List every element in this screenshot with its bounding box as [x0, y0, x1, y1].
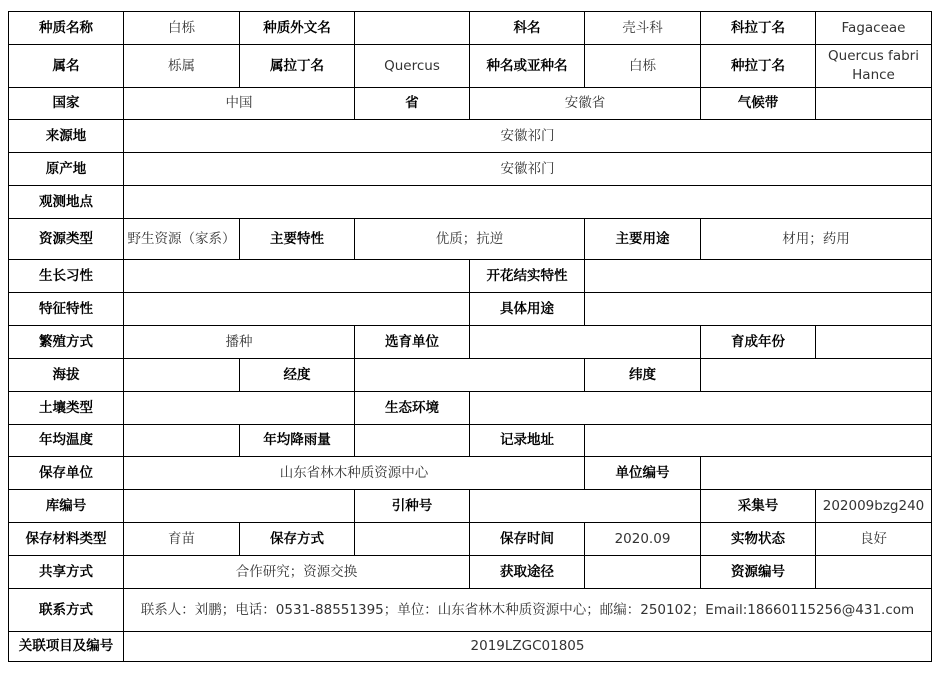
label-longitude: 经度 [240, 359, 355, 392]
label-germplasm-name: 种质名称 [9, 12, 124, 45]
label-introduction-number: 引种号 [355, 490, 470, 523]
value-flowering-fruiting [585, 260, 932, 293]
label-propagation: 繁殖方式 [9, 326, 124, 359]
label-latitude: 纬度 [585, 359, 701, 392]
table-row [9, 45, 932, 88]
value-physical-status: 良好 [816, 523, 932, 556]
label-family-name: 科名 [470, 12, 585, 45]
value-related-project: 2019LZGC01805 [124, 632, 932, 662]
label-material-type: 保存材料类型 [9, 523, 124, 556]
value-genus-name: 栎属 [124, 45, 240, 88]
value-ecological-env [470, 392, 932, 425]
value-resource-type: 野生资源（家系） [124, 219, 240, 260]
label-specific-uses: 具体用途 [470, 293, 585, 326]
label-flowering-fruiting: 开花结实特性 [470, 260, 585, 293]
value-province: 安徽省 [470, 88, 701, 120]
table-row [9, 490, 932, 523]
label-bank-number: 库编号 [9, 490, 124, 523]
label-altitude: 海拔 [9, 359, 124, 392]
table-row [9, 326, 932, 359]
table-row [9, 186, 932, 219]
value-family-name: 壳斗科 [585, 12, 701, 45]
label-annual-rainfall: 年均降雨量 [240, 425, 355, 457]
value-breeding-year [816, 326, 932, 359]
value-growth-habit [124, 260, 470, 293]
table-row [9, 120, 932, 153]
label-record-address: 记录地址 [470, 425, 585, 457]
value-main-uses: 材用；药用 [701, 219, 932, 260]
value-foreign-name [355, 12, 470, 45]
value-species-latin: Quercus fabri Hance [816, 45, 932, 88]
value-collection-number: 202009bzg240 [816, 490, 932, 523]
value-unit-number [701, 457, 932, 490]
label-related-project: 关联项目及编号 [9, 632, 124, 662]
value-annual-temp [124, 425, 240, 457]
table-row [9, 556, 932, 589]
label-species-latin: 种拉丁名 [701, 45, 816, 88]
label-annual-temp: 年均温度 [9, 425, 124, 457]
value-record-address [585, 425, 932, 457]
label-storage-method: 保存方式 [240, 523, 355, 556]
label-acquisition-route: 获取途径 [470, 556, 585, 589]
table-row [9, 392, 932, 425]
label-country: 国家 [9, 88, 124, 120]
label-province: 省 [355, 88, 470, 120]
value-characteristics [124, 293, 470, 326]
value-sharing-method: 合作研究；资源交换 [124, 556, 470, 589]
value-country: 中国 [124, 88, 355, 120]
label-family-latin: 科拉丁名 [701, 12, 816, 45]
value-species-name: 白栎 [585, 45, 701, 88]
value-annual-rainfall [355, 425, 470, 457]
table-row [9, 12, 932, 45]
label-genus-latin: 属拉丁名 [240, 45, 355, 88]
table-row [9, 457, 932, 490]
label-soil-type: 土壤类型 [9, 392, 124, 425]
table-row [9, 523, 932, 556]
label-ecological-env: 生态环境 [355, 392, 470, 425]
value-soil-type [124, 392, 355, 425]
table-row [9, 425, 932, 457]
value-longitude [355, 359, 585, 392]
label-collection-number: 采集号 [701, 490, 816, 523]
value-family-latin: Fagaceae [816, 12, 932, 45]
label-breeding-unit: 选育单位 [355, 326, 470, 359]
label-sharing-method: 共享方式 [9, 556, 124, 589]
value-source-place: 安徽祁门 [124, 120, 932, 153]
table-row [9, 632, 932, 662]
value-main-traits: 优质；抗逆 [355, 219, 585, 260]
label-source-place: 来源地 [9, 120, 124, 153]
value-specific-uses [585, 293, 932, 326]
value-acquisition-route [585, 556, 701, 589]
value-propagation: 播种 [124, 326, 355, 359]
value-altitude [124, 359, 240, 392]
label-physical-status: 实物状态 [701, 523, 816, 556]
value-introduction-number [470, 490, 701, 523]
table-row [9, 153, 932, 186]
label-genus-name: 属名 [9, 45, 124, 88]
value-origin-place: 安徽祁门 [124, 153, 932, 186]
label-main-uses: 主要用途 [585, 219, 701, 260]
table-row [9, 293, 932, 326]
value-bank-number [124, 490, 355, 523]
label-resource-type: 资源类型 [9, 219, 124, 260]
value-latitude [701, 359, 932, 392]
table-row [9, 88, 932, 120]
table-row [9, 589, 932, 632]
value-climate-zone [816, 88, 932, 120]
table-row [9, 219, 932, 260]
label-unit-number: 单位编号 [585, 457, 701, 490]
label-origin-place: 原产地 [9, 153, 124, 186]
label-contact: 联系方式 [9, 589, 124, 632]
label-storage-unit: 保存单位 [9, 457, 124, 490]
value-genus-latin: Quercus [355, 45, 470, 88]
value-germplasm-name: 白栎 [124, 12, 240, 45]
label-characteristics: 特征特性 [9, 293, 124, 326]
table-row [9, 260, 932, 293]
label-breeding-year: 育成年份 [701, 326, 816, 359]
label-storage-time: 保存时间 [470, 523, 585, 556]
value-observation-site [124, 186, 932, 219]
label-foreign-name: 种质外文名 [240, 12, 355, 45]
label-species-name: 种名或亚种名 [470, 45, 585, 88]
label-climate-zone: 气候带 [701, 88, 816, 120]
value-storage-unit: 山东省林木种质资源中心 [124, 457, 585, 490]
label-growth-habit: 生长习性 [9, 260, 124, 293]
label-observation-site: 观测地点 [9, 186, 124, 219]
value-material-type: 育苗 [124, 523, 240, 556]
germplasm-info-table [8, 11, 932, 662]
value-breeding-unit [470, 326, 701, 359]
value-resource-number [816, 556, 932, 589]
label-resource-number: 资源编号 [701, 556, 816, 589]
label-main-traits: 主要特性 [240, 219, 355, 260]
value-storage-method [355, 523, 470, 556]
value-storage-time: 2020.09 [585, 523, 701, 556]
value-contact: 联系人：刘鹏；电话：0531-88551395；单位：山东省林木种质资源中心；邮编：250102；Email:18660115256@431.com [124, 589, 932, 632]
table-row [9, 359, 932, 392]
